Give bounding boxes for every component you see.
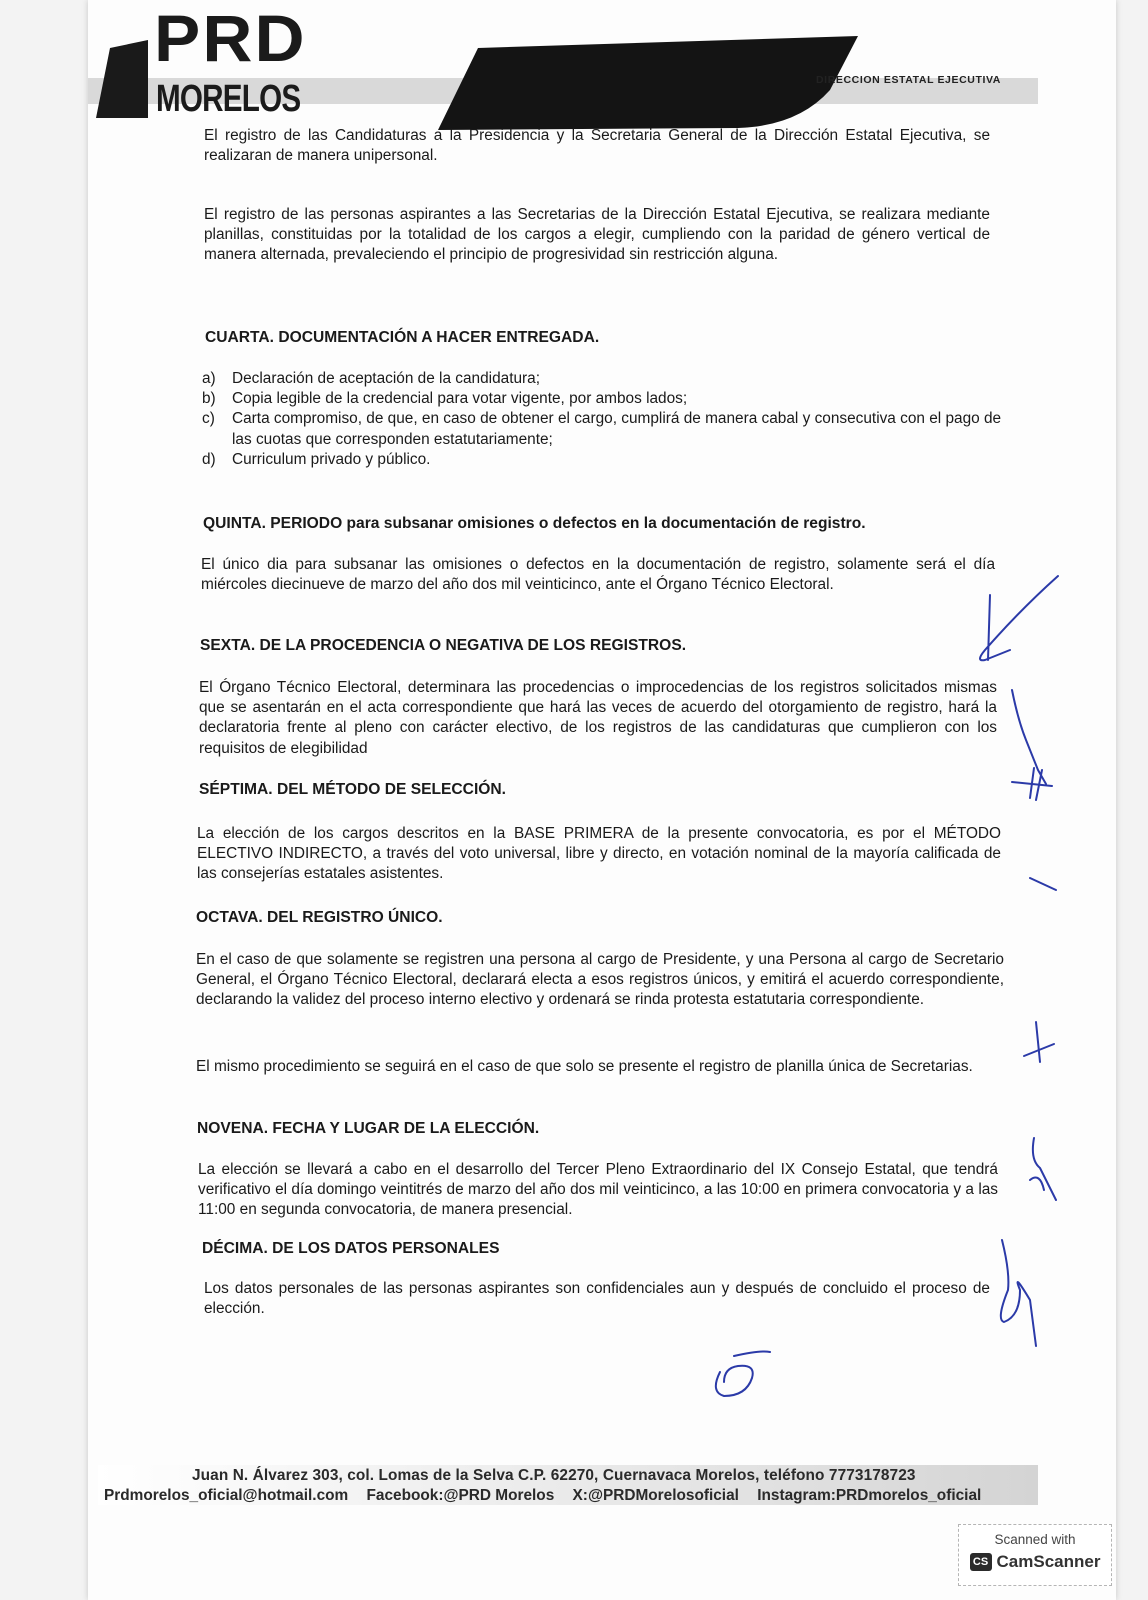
section-text-decima <box>204 1279 990 1319</box>
morelos-logo-text: MORELOS <box>156 78 301 120</box>
paragraph-text: El Órgano Técnico Electoral, determinara las procedencias o improcedencias de los registros solicitados mismas que se asentarán en el acta correspondiente que hará las veces de acuerdo del otorgamiento de registro, hará la declaratoria frente al pleno con carácter electivo, de los registros de las candidaturas que cumplieron con los requisitos de elegibilidad <box>199 679 997 757</box>
letterhead <box>88 0 1116 140</box>
list-item <box>202 369 1002 389</box>
prd-logo-text: PRD <box>154 1 307 75</box>
section-text-septima <box>197 824 1001 885</box>
document-page <box>88 0 1116 1600</box>
camscanner-icon: CS <box>970 1553 992 1571</box>
section-heading-septima: SÉPTIMA. DEL MÉTODO DE SELECCIÓN. <box>199 781 507 798</box>
section-heading-decima: DÉCIMA. DE LOS DATOS PERSONALES <box>202 1240 500 1257</box>
list-letter: d) <box>202 450 216 468</box>
paragraph-text: Los datos personales de las personas aspirantes son confidenciales aun y después de concluido el proceso de elección. <box>204 1280 990 1318</box>
camscanner-badge <box>958 1524 1112 1586</box>
list-item <box>202 389 1002 409</box>
section-heading-cuarta: CUARTA. DOCUMENTACIÓN A HACER ENTREGADA. <box>205 329 600 346</box>
department-label: DIRECCION ESTATAL EJECUTIVA <box>816 74 1001 86</box>
section-heading-novena: NOVENA. FECHA Y LUGAR DE LA ELECCIÓN. <box>197 1120 540 1137</box>
section-text-sexta <box>199 678 997 759</box>
documents-list <box>202 369 1002 470</box>
paragraph-candidaturas <box>204 126 990 166</box>
camscanner-brand <box>959 1552 1111 1572</box>
list-letter: c) <box>202 410 215 428</box>
list-item-text: Carta compromiso, de que, en caso de obtener el cargo, cumplirá de manera cabal y consecutiva con el pago de las cuotas que corresponden estatutariamente; <box>232 410 1002 448</box>
section-heading-quinta: QUINTA. PERIODO para subsanar omisiones o defectos en la documentación de registro. <box>203 515 866 532</box>
footer-contacts <box>104 1487 984 1505</box>
footer-address: Juan N. Álvarez 303, col. Lomas de la Selva C.P. 62270, Cuernavaca Morelos, teléfono 7773178723 <box>192 1467 916 1484</box>
list-item-text: Copia legible de la credencial para votar vigente, por ambos lados; <box>232 390 688 408</box>
section-text-octava <box>196 950 1004 1011</box>
section-text-novena <box>198 1160 998 1221</box>
section-heading-octava: OCTAVA. DEL REGISTRO ÚNICO. <box>196 909 443 926</box>
section-text-quinta <box>201 555 995 595</box>
list-letter: b) <box>202 390 216 408</box>
list-item-text: Curriculum privado y público. <box>232 450 431 468</box>
list-item <box>202 409 1002 449</box>
list-letter: a) <box>202 370 216 387</box>
footer-instagram: Instagram:PRDmorelos_oficial <box>757 1487 982 1504</box>
paragraph-text: El mismo procedimiento se seguirá en el caso de que solo se presente el registro de planilla única de Secretarias. <box>196 1058 973 1075</box>
footer-email: Prdmorelos_oficial@hotmail.com <box>104 1487 349 1504</box>
section-text-octava-2 <box>196 1057 1008 1077</box>
camscanner-name: CamScanner <box>996 1552 1101 1571</box>
footer-x: X:@PRDMorelosoficial <box>572 1487 739 1504</box>
paragraph-text: El registro de las personas aspirantes a las Secretarias de la Dirección Estatal Ejecutiva, se realizara mediante planillas, constituidas por la totalidad de los cargos a elegir, cumpliendo con la paridad de género vertical de manera alternada, prevaleciendo el principio de progresividad sin restricción alguna. <box>204 206 990 264</box>
paragraph-planillas <box>204 205 990 266</box>
scanned-with-label: Scanned with <box>994 1532 1076 1547</box>
paragraph-text: La elección de los cargos descritos en la BASE PRIMERA de la presente convocatoria, es por el MÉTODO ELECTIVO INDIRECTO, a través del voto universal, libre y directo, en votación nominal de la mayoría calificada de las consejerías estatales asistentes. <box>197 825 1001 883</box>
paragraph-text: En el caso de que solamente se registren una persona al cargo de Presidente, y una Persona al cargo de Secretario General, el Órgano Técnico Electoral, declarará electa a esos registros únicos, y emitirá el acuerdo correspondiente, declarando la validez del proceso interno electivo y ordenará se rinda protesta estatutaria correspondiente. <box>196 951 1004 1009</box>
paragraph-text: El registro de las Candidaturas a la Presidencia y la Secretaria General de la Dirección Estatal Ejecutiva, se realizaran de manera unipersonal. <box>204 127 990 165</box>
paragraph-text: El único dia para subsanar las omisiones o defectos en la documentación de registro, solamente será el día miércoles diecinueve de marzo del año dos mil veinticinco, ante el Órgano Técnico Electoral. <box>201 556 995 594</box>
footer-facebook: Facebook:@PRD Morelos <box>366 1487 555 1504</box>
header-slash-decoration <box>88 40 148 118</box>
section-heading-sexta: SEXTA. DE LA PROCEDENCIA O NEGATIVA DE LOS REGISTROS. <box>200 637 687 654</box>
paragraph-text: La elección se llevará a cabo en el desarrollo del Tercer Pleno Extraordinario del IX Consejo Estatal, que tendrá verificativo el día domingo veintitrés de marzo del año dos mil veinticinco, a las 10:00 en primera convocatoria y a las 11:00 en segunda convocatoria, de manera presencial. <box>198 1161 998 1219</box>
list-item <box>202 450 1002 470</box>
list-item-text: Declaración de aceptación de la candidatura; <box>232 370 541 387</box>
header-black-shape <box>438 18 858 130</box>
